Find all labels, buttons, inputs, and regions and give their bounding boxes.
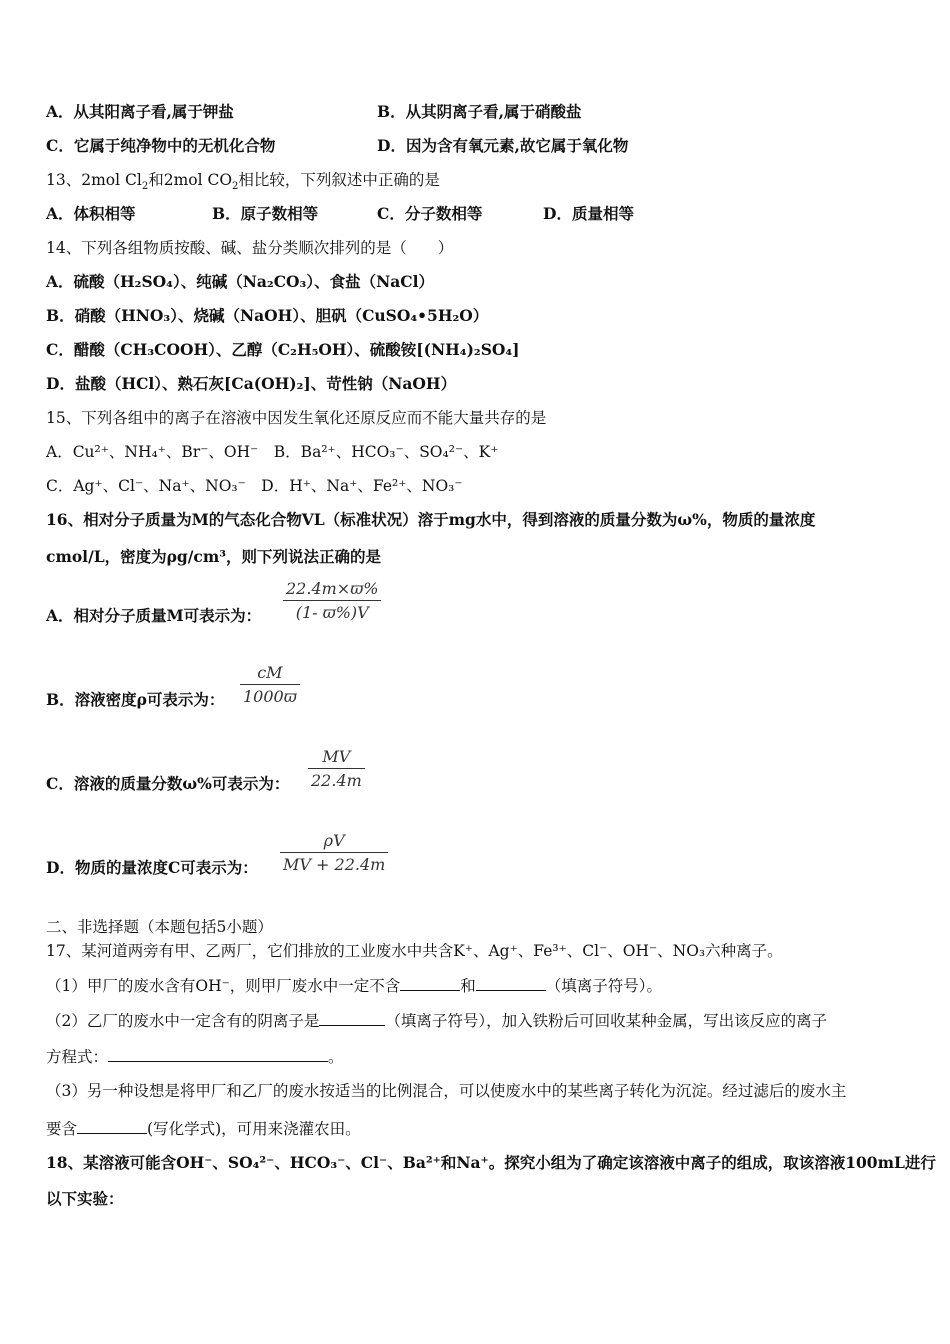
fraction-denominator: MV + 22.4m — [283, 855, 386, 874]
q17-part3: （3）另一种设想是将甲厂和乙厂的废水按适当的比例混合，可以使废水中的某些离子转化为沉淀。经过滤后的废水主 — [46, 1082, 847, 1100]
q14-stem: 14、下列各组物质按酸、碱、盐分类顺次排列的是（ ） — [46, 239, 454, 257]
q16-option-b: B．溶液密度ρ可表示为： — [46, 690, 225, 709]
q18-stem-line1: 18、某溶液可能含OH⁻、SO₄²⁻、HCO₃⁻、Cl⁻、Ba²⁺和Na⁺。探究小组为了确定该溶液中离子的组成，取该溶液100mL进行 — [46, 1153, 936, 1172]
q16-stem-line1: 16、相对分子质量为M的气态化合物VL（标准状况）溶于mg水中，得到溶液的质量分数为ω%，物质的量浓度 — [46, 510, 816, 529]
q13-option-b: B．原子数相等 — [212, 204, 319, 223]
fraction-numerator: cM — [257, 663, 283, 682]
q14-option-b: B．硝酸（HNO₃）、烧碱（NaOH）、胆矾（CuSO₄•5H₂O） — [46, 306, 489, 325]
q15-options-ab: A．Cu²⁺、NH₄⁺、Br⁻、OH⁻ B．Ba²⁺、HCO₃⁻、SO₄²⁻、K⁺ — [46, 443, 499, 461]
q16-option-b-fraction — [240, 663, 300, 706]
q12-option-c: C．它属于纯净物中的无机化合物 — [46, 136, 276, 155]
fraction-numerator: MV — [322, 747, 351, 766]
q16-option-c-fraction — [308, 747, 365, 790]
fraction-numerator: ρV — [323, 831, 345, 850]
q13-option-c: C．分子数相等 — [377, 204, 483, 223]
q14-option-c: C．醋酸（CH₃COOH）、乙醇（C₂H₅OH）、硫酸铵[(NH₄)₂SO₄] — [46, 340, 520, 359]
answer-blank[interactable] — [476, 974, 546, 991]
q15-options-cd: C．Ag⁺、Cl⁻、Na⁺、NO₃⁻ D．H⁺、Na⁺、Fe²⁺、NO₃⁻ — [46, 477, 463, 495]
q16-option-d-fraction — [280, 831, 388, 874]
fraction-denominator: (1- ϖ%)V — [295, 603, 369, 622]
q12-option-b: B．从其阴离子看,属于硝酸盐 — [377, 102, 582, 121]
q16-option-a: A．相对分子质量M可表示为： — [46, 606, 262, 625]
answer-blank[interactable] — [400, 974, 460, 991]
fraction-numerator: 22.4m×ϖ% — [286, 579, 379, 598]
q13-option-a: A．体积相等 — [46, 204, 136, 223]
q13-option-d: D．质量相等 — [543, 204, 634, 223]
q17-part2: （2）乙厂的废水中一定含有的阴离子是 （填离子符号），加入铁粉后可回收某种金属，写出该反应的离子 — [46, 1009, 827, 1032]
q17-part3-cont: 要含 (写化学式)，可用来浇灌农田。 — [46, 1117, 361, 1140]
q16-option-a-fraction — [283, 579, 381, 622]
q18-stem-line2: 以下实验： — [46, 1189, 124, 1208]
q17-part2-cont: 方程式： 。 — [46, 1045, 344, 1068]
q15-stem: 15、下列各组中的离子在溶液中因发生氧化还原反应而不能大量共存的是 — [46, 409, 547, 427]
answer-blank[interactable] — [108, 1045, 328, 1062]
q12-option-a: A．从其阳离子看,属于钾盐 — [46, 102, 234, 121]
q16-stem-line2: cmol/L，密度为ρg/cm³，则下列说法正确的是 — [46, 547, 382, 566]
q17-part1: （1）甲厂的废水含有OH⁻，则甲厂废水中一定不含 和 （填离子符号）。 — [46, 974, 662, 997]
q17-stem: 17、某河道两旁有甲、乙两厂，它们排放的工业废水中共含K⁺、Ag⁺、Fe³⁺、Cl⁻、OH⁻、NO₃六种离子。 — [46, 942, 783, 960]
q14-option-d: D．盐酸（HCl）、熟石灰[Ca(OH)₂]、苛性钠（NaOH） — [46, 374, 457, 393]
q16-option-c: C．溶液的质量分数ω%可表示为： — [46, 774, 290, 793]
fraction-denominator: 1000ϖ — [243, 687, 297, 706]
section-title: 二、非选择题（本题包括5小题） — [46, 918, 273, 936]
q14-option-a: A．硫酸（H₂SO₄）、纯碱（Na₂CO₃）、食盐（NaCl） — [46, 272, 435, 291]
q13-stem: 13、2mol $Cl_2$和2mol $CO_2$相比较，下列叙述中正确的是 — [46, 171, 440, 193]
answer-blank[interactable] — [319, 1009, 385, 1026]
answer-blank[interactable] — [77, 1117, 147, 1134]
fraction-denominator: 22.4m — [311, 771, 362, 790]
q12-option-d: D．因为含有氧元素,故它属于氧化物 — [377, 136, 629, 155]
q16-option-d: D．物质的量浓度C可表示为： — [46, 858, 258, 877]
